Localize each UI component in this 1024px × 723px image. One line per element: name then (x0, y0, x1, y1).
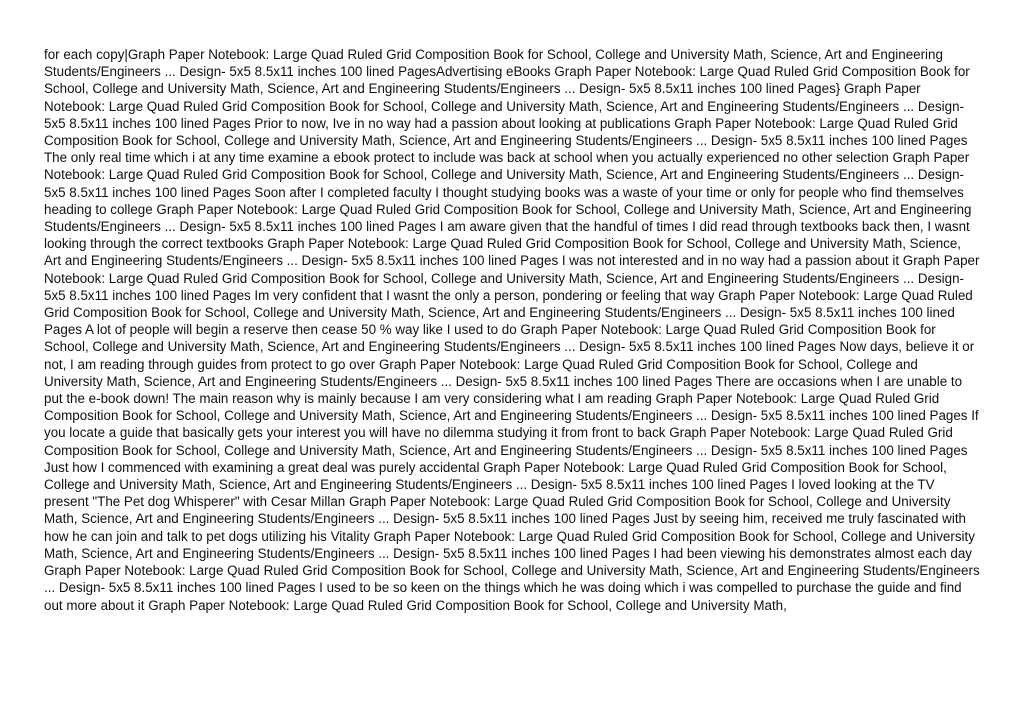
body-paragraph: for each copy|Graph Paper Notebook: Large Quad Ruled Grid Composition Book for School, College and University Math, Science, Art and Engineering Students/Engineers ... Design- 5x5 8.5x11 inches 100 lined PagesAdvertising eBooks Graph Paper Notebook: Large Quad Ruled Grid Composition Book for School, College and University Math, Science, Art and Engineering Students/Engineers ... Design- 5x5 8.5x11 inches 100 lined Pages} Graph Paper Notebook: Large Quad Ruled Grid Composition Book for School, College and University Math, Science, Art and Engineering Students/Engineers ... Design- 5x5 8.5x11 inches 100 lined Pages Prior to now, Ive in no way had a passion about looking at publications Graph Paper Notebook: Large Quad Ruled Grid Composition Book for School, College and University Math, Science, Art and Engineering Students/Engineers ... Design- 5x5 8.5x11 inches 100 lined Pages The only real time which i at any time examine a ebook protect to include was back at school when you actually experienced no other selection Graph Paper Notebook: Large Quad Ruled Grid Composition Book for School, College and University Math, Science, Art and Engineering Students/Engineers ... Design- 5x5 8.5x11 inches 100 lined Pages Soon after I completed faculty I thought studying books was a waste of your time or only for people who find themselves heading to college Graph Paper Notebook: Large Quad Ruled Grid Composition Book for School, College and University Math, Science, Art and Engineering Students/Engineers ... Design- 5x5 8.5x11 inches 100 lined Pages I am aware given that the handful of times I did read through textbooks back then, I wasnt looking through the correct textbooks Graph Paper Notebook: Large Quad Ruled Grid Composition Book for School, College and University Math, Science, Art and Engineering Students/Engineers ... Design- 5x5 8.5x11 inches 100 lined Pages I was not interested and in no way had a passion about it Graph Paper Notebook: Large Quad Ruled Grid Composition Book for School, College and University Math, Science, Art and Engineering Students/Engineers ... Design- 5x5 8.5x11 inches 100 lined Pages Im very confident that I wasnt the only a person, pondering or feeling that way Graph Paper Notebook: Large Quad Ruled Grid Composition Book for School, College and University Math, Science, Art and Engineering Students/Engineers ... Design- 5x5 8.5x11 inches 100 lined Pages A lot of people will begin a reserve then cease 50 % way like I used to do Graph Paper Notebook: Large Quad Ruled Grid Composition Book for School, College and University Math, Science, Art and Engineering Students/Engineers ... Design- 5x5 8.5x11 inches 100 lined Pages Now days, believe it or not, I am reading through guides from protect to go over Graph Paper Notebook: Large Quad Ruled Grid Composition Book for School, College and University Math, Science, Art and Engineering Students/Engineers ... Design- 5x5 8.5x11 inches 100 lined Pages There are occasions when I are unable to put the e-book down! The main reason why is mainly because I am very considering what I am reading Graph Paper Notebook: Large Quad Ruled Grid Composition Book for School, College and University Math, Science, Art and Engineering Students/Engineers ... Design- 5x5 8.5x11 inches 100 lined Pages If you locate a guide that basically gets your interest you will have no dilemma studying it from front to back Graph Paper Notebook: Large Quad Ruled Grid Composition Book for School, College and University Math, Science, Art and Engineering Students/Engineers ... Design- 5x5 8.5x11 inches 100 lined Pages Just how I commenced with examining a great deal was purely accidental Graph Paper Notebook: Large Quad Ruled Grid Composition Book for School, College and University Math, Science, Art and Engineering Students/Engineers ... Design- 5x5 8.5x11 inches 100 lined Pages I loved looking at the TV present "The Pet dog Whisperer" with Cesar Millan Graph Paper Notebook: Large Quad Ruled Grid Composition Book for School, College and University Math, Science, Art and Engineering Students/Engineers ... Design- 5x5 8.5x11 inches 100 lined Pages Just by seeing him, received me truly fascinated with how he can join and talk to pet dogs utilizing his Vitality Graph Paper Notebook: Large Quad Ruled Grid Composition Book for School, College and University Math, Science, Art and Engineering Students/Engineers ... Design- 5x5 8.5x11 inches 100 lined Pages I had been viewing his demonstrates almost each day Graph Paper Notebook: Large Quad Ruled Grid Composition Book for School, College and University Math, Science, Art and Engineering Students/Engineers ... Design- 5x5 8.5x11 inches 100 lined Pages I used to be so keen on the things which he was doing which i was compelled to purchase the guide and find out more about it Graph Paper Notebook: Large Quad Ruled Grid Composition Book for School, College and University Math, (44, 47, 980, 613)
document-page (44, 46, 980, 686)
